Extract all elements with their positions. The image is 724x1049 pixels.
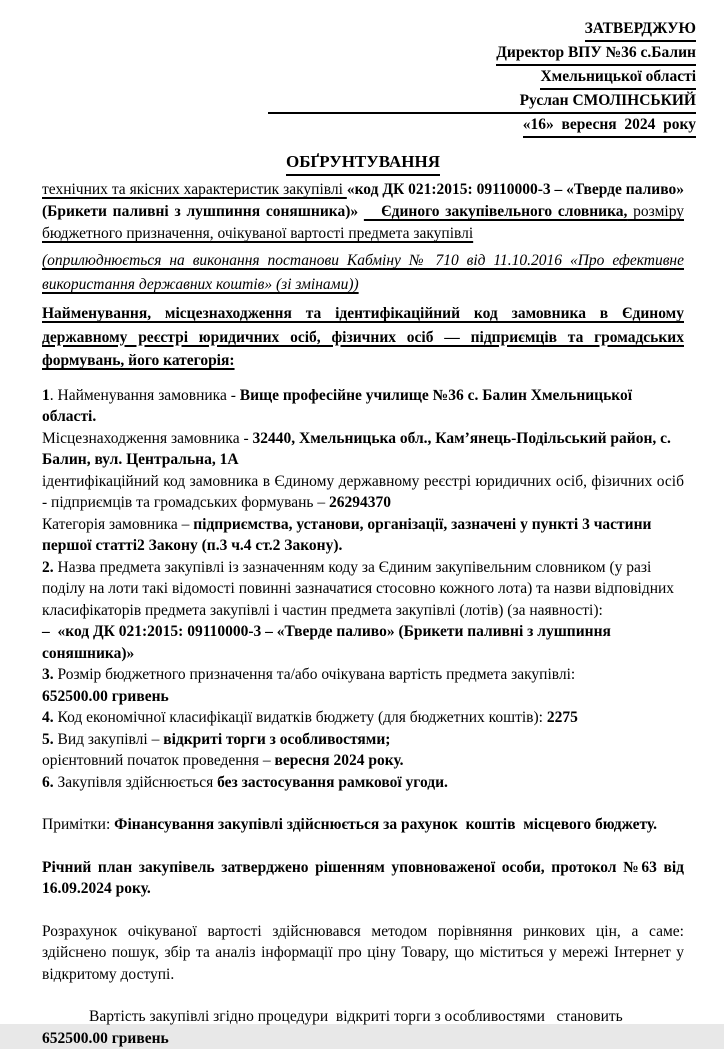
regulation-note: [42, 249, 684, 297]
econ-class-text: Код економічної класифікації видатків бюджету (для бюджетних коштів):: [54, 709, 547, 726]
subtitle-plain-2: розміру бюджетного призначення, очікуваної вартості предмета закупівлі: [42, 203, 684, 242]
customer-address-label: Місцезнаходження замовника -: [42, 430, 253, 447]
procurement-type-value: відкриті торги з особливостями;: [163, 731, 390, 748]
cost-amount-line: 652500.00 гривень: [42, 1028, 684, 1049]
econ-class-line: [42, 707, 684, 729]
approval-signature-row: [42, 90, 696, 114]
notes-label: Примітки:: [42, 816, 114, 833]
approval-region: [42, 66, 696, 90]
procurement-type-text: Вид закупівлі –: [54, 731, 164, 748]
customer-id-value: 26294370: [329, 494, 391, 511]
customer-name-value: Вище професійне училище №36 с. Балин Хмельницької області.: [42, 387, 632, 426]
approval-block: [42, 18, 696, 138]
approval-date-text: «16» вересня 2024 року: [523, 114, 696, 138]
start-date-line: [42, 750, 684, 772]
budget-amount-line: 652500.00 гривень: [42, 686, 684, 708]
notes-line: [42, 814, 684, 836]
approval-director-title-text: Директор ВПУ №36 с.Балин: [496, 42, 696, 66]
subject-code-line: – «код ДК 021:2015: 09110000-3 – «Тверде паливо» (Брикети паливні з лушпиння соняшника)»: [42, 621, 684, 664]
item-5-number: 5.: [42, 731, 54, 748]
calculation-paragraph: Розрахунок очікуваної вартості здійснювався методом порівняння ринкових цін, а саме: здійснено пошук, збір та аналіз інформації про ціну Товару, що міститься у мережі Інтернет у відкритому доступі.: [42, 921, 684, 986]
framework-value: без застосування рамкової угоди.: [217, 774, 448, 791]
customer-address-line: [42, 428, 684, 471]
subtitle-dictionary: Єдиного закупівельного словника,: [364, 203, 628, 220]
customer-name-label: . Найменування замовника -: [50, 387, 240, 404]
budget-size-text: Розмір бюджетного призначення та/або очікувана вартість предмета закупівлі:: [54, 666, 576, 683]
customer-address-value: 32440, Хмельницька обл., Кам’янець-Подільський район, с. Балин, вул. Центральна, 1А: [42, 430, 671, 469]
approval-stamp: [42, 18, 696, 42]
regulation-note-text: (оприлюднюється на виконання постанови Кабміну № 710 від 11.10.2016 «Про ефективне використання державних коштів» (зі змінами)): [42, 252, 684, 293]
item-3-number: 3.: [42, 666, 54, 683]
notes-value: Фінансування закупівлі здійснюється за рахунок коштів місцевого бюджету.: [114, 816, 657, 833]
approval-director-name: Руслан СМОЛІНСЬКИЙ: [520, 90, 696, 114]
subject-description-text: Назва предмета закупівлі із зазначенням коду за Єдиним закупівельним словником (у разі поділу на лоти такі відомості повинні зазначатися стосовно кожного лота) та назви відповідних класифікаторів предмета закупівлі і частин предмета закупівлі (лотів) (за наявності):: [42, 559, 674, 619]
item-4-number: 4.: [42, 709, 54, 726]
subtitle-procurement-code: «код ДК 021:2015: 09110000-3 – «Тверде паливо» (Брикети паливні з лушпиння соняшника)»: [42, 181, 684, 220]
procurement-type-line: [42, 729, 684, 751]
item-1-number: 1: [42, 387, 50, 404]
page-title: [42, 151, 684, 176]
item-6-number: 6.: [42, 774, 54, 791]
cost-statement-line: Вартість закупівлі згідно процедури відкриті торги з особливостями становить: [42, 1006, 684, 1028]
start-date-value: вересня 2024 року.: [274, 752, 403, 769]
section-heading: Найменування, місцезнаходження та ідентифікаційний код замовника в Єдиному державному реєстрі юридичних осіб, фізичних осіб — підприємців та громадських формувань, його категорія:: [42, 302, 684, 373]
customer-category-label: Категорія замовника –: [42, 516, 193, 533]
customer-name-line: [42, 385, 684, 428]
customer-category-value: підприємства, установи, організації, зазначені у пункті 3 частини першої статті2 Закону (п.3 ч.4 ст.2 Закону).: [42, 516, 651, 555]
approval-region-text: Хмельницької області: [540, 66, 696, 90]
approval-date: [42, 114, 696, 138]
approval-stamp-text: ЗАТВЕРДЖУЮ: [585, 18, 696, 42]
page-title-text: ОБҐРУНТУВАННЯ: [286, 151, 440, 176]
customer-category-line: [42, 514, 684, 557]
framework-line: [42, 772, 684, 794]
framework-text: Закупівля здійснюється: [54, 774, 218, 791]
customer-id-label: ідентифікаційний код замовника в Єдиному державному реєстрі юридичних осіб, фізичних осіб - підприємців та громадських формувань –: [42, 473, 684, 512]
subtitle-paragraph: [42, 179, 684, 245]
customer-id-line: [42, 471, 684, 514]
econ-class-value: 2275: [547, 709, 578, 726]
annual-plan-paragraph: Річний план закупівель затверджено рішенням уповноваженої особи, протокол №63 від 16.09.2024 року.: [42, 857, 684, 900]
subtitle-plain-1: технічних та якісних характеристик закупівлі: [42, 181, 347, 198]
signature-line: [268, 94, 520, 114]
approval-director-title: [42, 42, 696, 66]
budget-size-line: [42, 664, 684, 686]
document-body: [42, 385, 684, 1049]
item-2-number: 2.: [42, 559, 54, 576]
start-date-text: орієнтовний початок проведення –: [42, 752, 274, 769]
subject-description-paragraph: [42, 557, 684, 622]
